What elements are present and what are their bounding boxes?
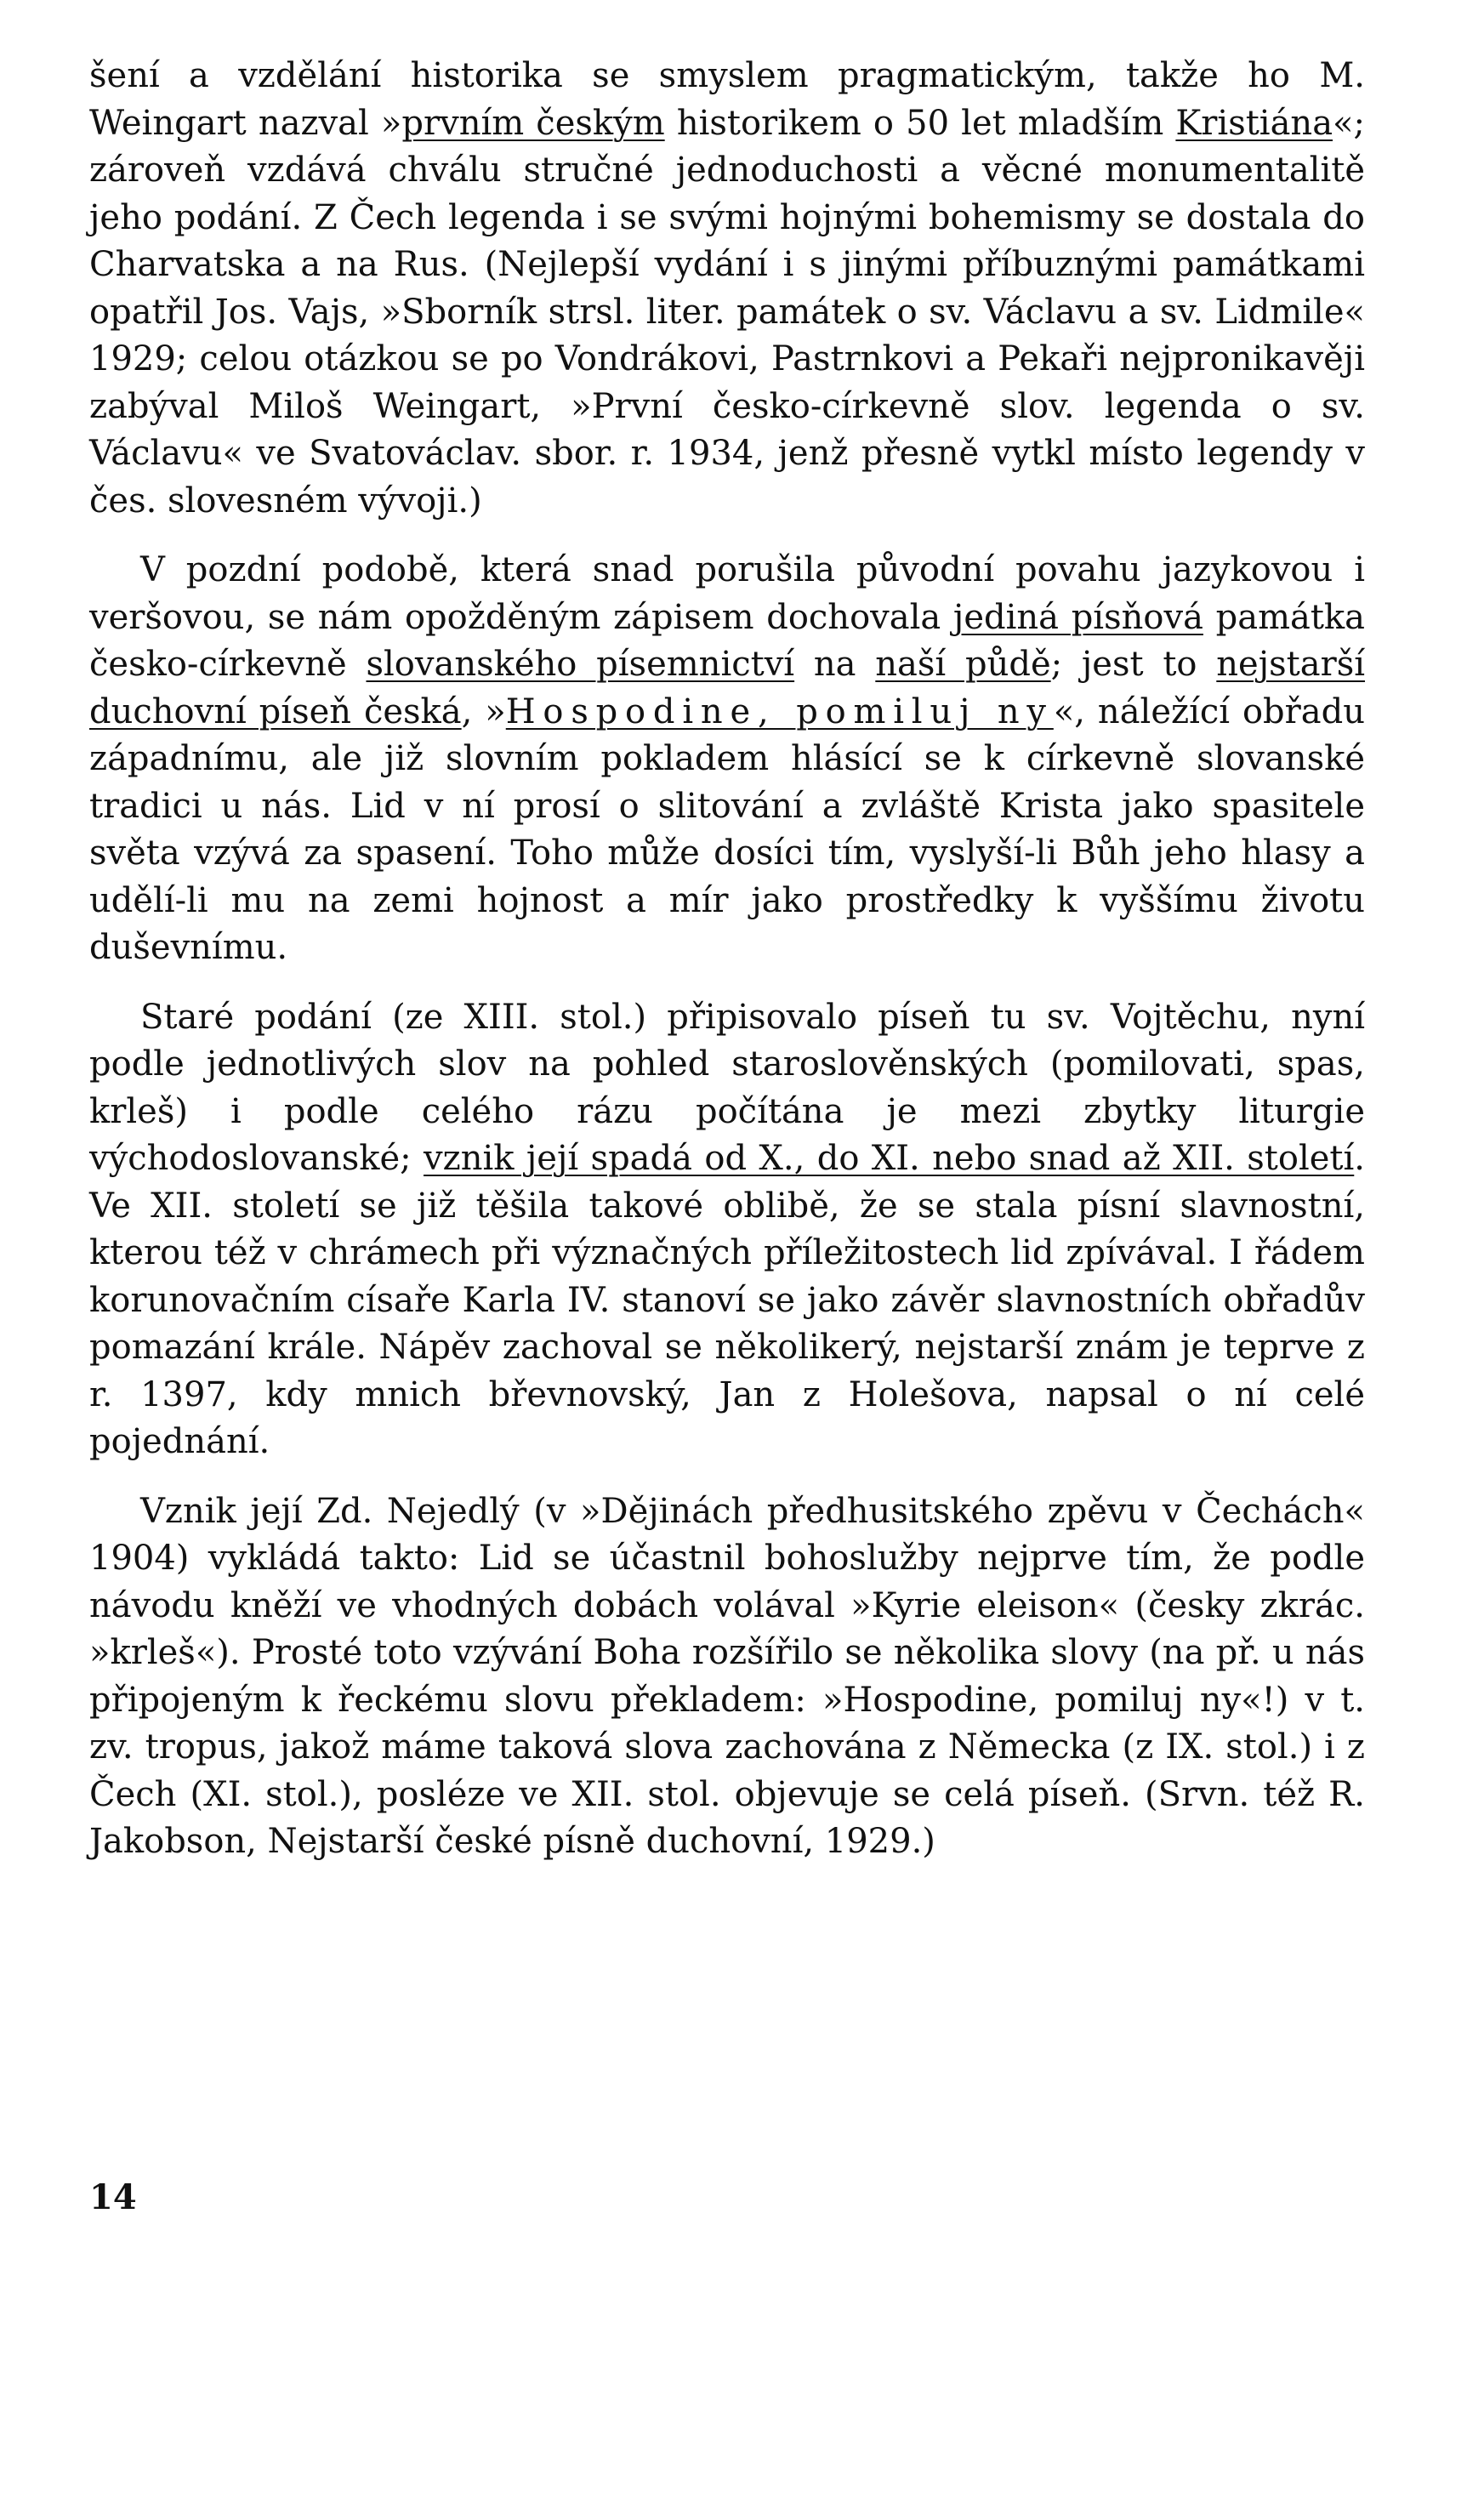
underlined-text-run: Hospodine, pomiluj ny [505,691,1054,731]
underlined-text-run: naší půdě [875,645,1051,684]
text-run: «; zároveň vzdává chválu stručné jednoduchosti a věcné monumentalitě jeho podání. Z Čech legenda i se svými hojnými bohemismy se dostala do Charvatska a na Rus. (Nejlepší vydání i s jinými příbuznými památkami opatřil Jos. Vajs, »Sborník strsl. liter. památek o sv. Václavu a sv. Lidmile« 1929; celou otázkou se po Vondrákovi, Pastrnkovi a Pekaři nejpronikavěji zabýval Miloš Weingart, »První česko-církevně slov. legenda o sv. Václavu« ve Svatováclav. sbor. r. 1934, jenž přesně vytkl místo legendy v čes. slovesném vývoji.) [89,103,1365,521]
text-run: Vznik její Zd. Nejedlý (v »Dějinách předhusitského zpěvu v Čechách« 1904) vykládá takto: Lid se účastnil bohoslužby nejprve tím, že podle návodu kněží ve vhodných dobách volával »Kyrie eleison« (česky zkrác. »krleš«). Prosté toto vzývání Boha rozšířilo se několika slovy (na př. u nás připojeným k řeckému slovu překladem: »Hospodine, pomiluj ny«!) v t. zv. tropus, jakož máme taková slova zachována z Německa (z IX. stol.) i z Čech (XI. stol.), posléze ve XII. stol. objevuje se celá píseň. (Srvn. též R. Jakobson, Nejstarší české písně duchovní, 1929.) [89,1491,1365,1861]
underlined-text-run: vznik její spadá od X., do XI. nebo snad až XII. století [424,1139,1355,1178]
paragraph-2 [89,547,1365,972]
underlined-text-run: prvním českým [401,103,665,143]
paragraph-3 [89,994,1365,1466]
paragraph-4 [89,1488,1365,1866]
underlined-text-run: slovanského písemnictví [366,645,795,684]
text-run: památka česko-církevně [89,597,1366,684]
paragraph-1 [89,53,1365,525]
underlined-text-run: jediná písňová [952,597,1203,637]
underlined-text-run: Kristiána [1175,103,1333,143]
text-run: , » [461,691,506,731]
text-run: V pozdní podobě, která snad porušila původní povahu jazykovou i veršovou, se nám opožděným zápisem dochovala [89,550,1365,637]
underlined-text-run: nejstarší duchovní píseň česká [89,645,1366,731]
page-number: 14 [89,2177,137,2217]
text-run: «, náležící obřadu západnímu, ale již slovním pokladem hlásící se k církevně slovanské tradici u nás. Lid v ní prosí o slitování a zvláště Krista jako spasitele světa vzývá za spasení. Toho může dosíci tím, vyslyší-li Bůh jeho hlasy a udělí-li mu na zemi hojnost a mír jako prostředky k vyššímu životu duševnímu. [89,691,1365,967]
page-text [89,53,1365,1866]
text-run: ; jest to [1050,645,1217,684]
text-run: šení a vzdělání historika se smyslem pragmatickým, takže ho M. Weingart nazval » [89,56,1365,143]
text-run: . Ve XII. století se již těšila takové oblibě, že se stala písní slavnostní, kterou též v chrámech při význačných příležitostech lid zpívával. I řádem korunovačním císaře Karla IV. stanoví se jako závěr slavnostních obřadův pomazání krále. Nápěv zachoval se několikerý, nejstarší znám je teprve z r. 1397, kdy mnich břevnovský, Jan z Holešova, napsal o ní celé pojednání. [89,1139,1365,1461]
text-run: Staré podání (ze XIII. stol.) připisovalo píseň tu sv. Vojtěchu, nyní podle jednotlivých slov na pohled staroslověnských (pomilovati, spas, krleš) i podle celého rázu počítána je mezi zbytky liturgie východoslovanské; [89,997,1365,1178]
text-run: na [794,645,876,684]
text-run: historikem o 50 let mladším [664,103,1176,143]
